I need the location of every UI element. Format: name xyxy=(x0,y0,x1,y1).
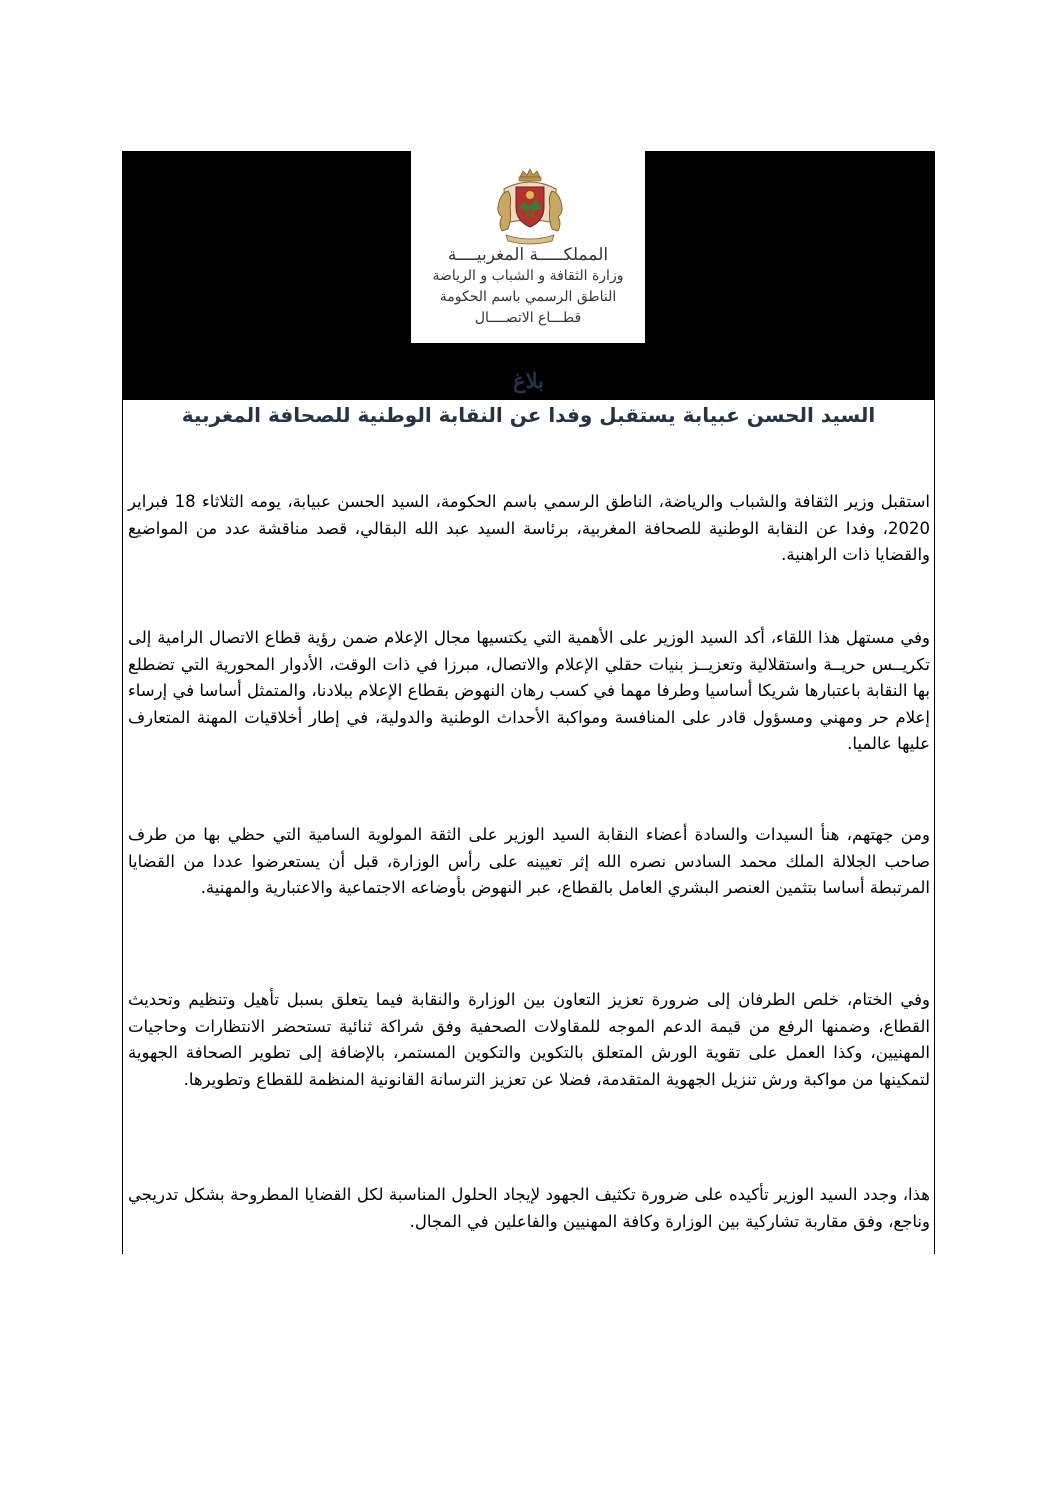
letterhead-spokesperson: الناطق الرسمي باسم الحكومة xyxy=(439,289,617,305)
paragraph-1: استقبل وزير الثقافة والشباب والرياضة، الناطق الرسمي باسم الحكومة، السيد الحسن عبيابة، يومه الثلاثاء 18 فبراير 2020، وفدا عن النقابة الوطنية للصحافة المغربية، برئاسة السيد عبد الله البقالي، قصد مناقشة عدد من المواضيع والقضايا ذات الراهنية. xyxy=(128,492,930,564)
letterhead-ministry: وزارة الثقافة و الشباب و الرياضة xyxy=(432,268,624,284)
letterhead-sector: قطـــاع الاتصــــال xyxy=(474,310,582,326)
paragraph-4: وفي الختام، خلص الطرفان إلى ضرورة تعزيز التعاون بين الوزارة والنقابة فيما يتعلق بسبل تأهيل وتنظيم وتحديث القطاع، وضمنها الرفع من قيمة الدعم الموجه للمقاولات الصحفية وفق شراكة ثنائية تستحضر الانتظارات وحاجيات المهنيين، وكذا العمل على تقوية الورش المتعلق بالتكوين والتكوين المستمر، بالإضافة إلى تطوير الصحافة الجهوية لتمكينها من مواكبة ورش تنزيل الجهوية المتقدمة، فضلا عن تعزيز الترسانة القانونية المنظمة للقطاع وتطويرها. xyxy=(128,990,930,1089)
paragraph-2: وفي مستهل هذا اللقاء، أكد السيد الوزير على الأهمية التي يكتسيها مجال الإعلام ضمن رؤية قطاع الاتصال الرامية إلى تكريــس حريــة واستقلالية وتعزيــز بنيات حقلي الإعلام والاتصال، مبرزا في ذات الوقت، الأدوار المحورية التي تضطلع بها النقابة باعتبارها شريكا أساسيا وطرفا مهما في كسب رهان النهوض بقطاع الإعلام ببلادنا، والمتمثل أساسا في إرساء إعلام حر ومهني ومسؤول قادر على المنافسة ومواكبة الأحداث الوطنية والدولية، في إطار أخلاقيات المهنة المتعارف عليها عالميا. xyxy=(128,628,930,753)
document-title: السيد الحسن عبيابة يستقبل وفدا عن النقابة الوطنية للصحافة المغربية xyxy=(181,403,876,427)
communique-label: بلاغ xyxy=(513,368,544,393)
letterhead-kingdom: المملكـــــة المغربيــــة xyxy=(447,245,609,265)
paragraph-3: ومن جهتهم، هنأ السيدات والسادة أعضاء النقابة السيد الوزير على الثقة المولوية السامية التي حظي بها من طرف صاحب الجلالة الملك محمد السادس نصره الله إثر تعيينه على رأس الوزارة، قبل أن يستعرضوا عددا من القضايا المرتبطة أساسا بتثمين العنصر البشري العامل بالقطاع، عبر النهوض بأوضاعه الاجتماعية والاعتبارية والمهنية. xyxy=(128,825,930,897)
paragraph-5: هذا، وجدد السيد الوزير تأكيده على ضرورة تكثيف الجهود لإيجاد الحلول المناسبة لكل القضايا المطروحة بشكل تدريجي وناجع، وفق مقاربة تشاركية بين الوزارة وكافة المهنيين والفاعلين في المجال. xyxy=(128,1185,930,1231)
